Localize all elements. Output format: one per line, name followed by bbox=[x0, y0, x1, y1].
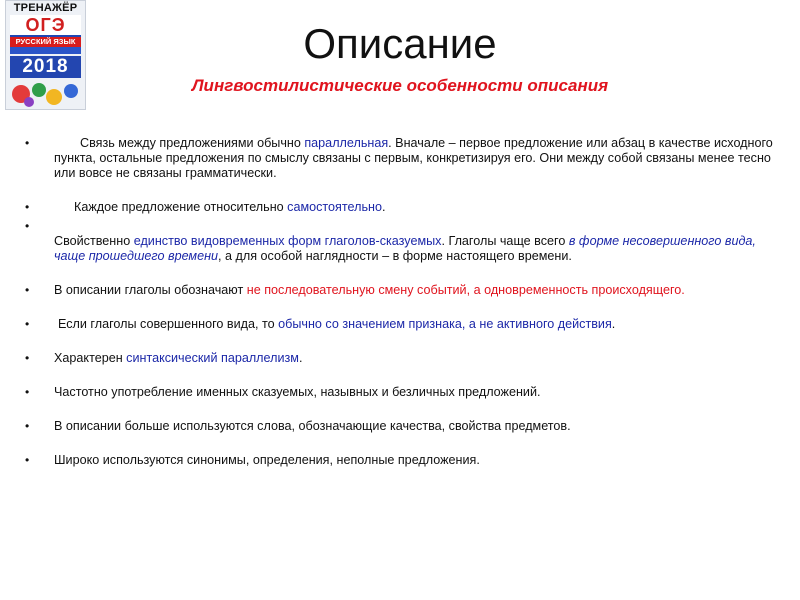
cover-year: 2018 bbox=[10, 56, 81, 78]
bullet-text: Широко используются синонимы, определения, неполные предложения. bbox=[54, 453, 480, 467]
bullet-text: В описании глаголы обозначают не последовательную смену событий, а одновременность происходящего. bbox=[54, 283, 685, 297]
bullet-item bbox=[24, 385, 776, 400]
bullet-text: В описании больше используются слова, обозначающие качества, свойства предметов. bbox=[54, 419, 571, 433]
bullet-dot-icon: • bbox=[25, 136, 30, 150]
bullet-text: Характерен синтаксический параллелизм. bbox=[54, 351, 303, 365]
bullet-item bbox=[24, 453, 776, 468]
bullet-item bbox=[24, 219, 776, 264]
bullet-item bbox=[24, 200, 776, 215]
bullet-dot-icon: • bbox=[25, 317, 30, 331]
bullet-text: Свойственно единство видовременных форм глаголов-сказуемых. Глаголы чаще всего в форме несовершенного вида, чаще прошедшего времени, а для особой наглядности – в форме настоящего времени. bbox=[54, 234, 756, 263]
bullet-text: Каждое предложение относительно самостоятельно. bbox=[74, 200, 386, 214]
bullet-dot-icon: • bbox=[25, 283, 30, 297]
bullet-dot-icon: • bbox=[25, 419, 30, 433]
bullet-text: Связь между предложениями обычно параллельная. Вначале – первое предложение или абзац в качестве исходного пункта, остальные предложения по смыслу связаны с первым, конкретизируя его. Они между собой связаны менее тесно или вовсе не связаны грамматически. bbox=[54, 136, 773, 180]
cover-subject: РУССКИЙ ЯЗЫК bbox=[10, 37, 81, 47]
bullet-item bbox=[24, 419, 776, 434]
bullet-dot-icon: • bbox=[25, 351, 30, 365]
bullet-item bbox=[24, 351, 776, 366]
bullet-dot-icon: • bbox=[25, 385, 30, 399]
bullet-text: Частотно употребление именных сказуемых, назывных и безличных предложений. bbox=[54, 385, 541, 399]
cover-top-label: ТРЕНАЖЁР bbox=[13, 2, 78, 14]
bullet-list bbox=[24, 136, 776, 468]
cover-series: ОГЭ bbox=[10, 15, 81, 37]
slide-subtitle: Лингвостилистические особенности описания bbox=[191, 76, 609, 95]
bullet-dot-icon: • bbox=[25, 453, 30, 467]
bullet-item bbox=[24, 283, 776, 298]
bullet-item bbox=[24, 317, 776, 332]
bullet-text: Если глаголы совершенного вида, то обычно со значением признака, а не активного действия. bbox=[58, 317, 616, 331]
bullet-item bbox=[24, 136, 776, 181]
bullet-dot-icon: • bbox=[25, 200, 30, 214]
slide-title: Описание bbox=[303, 20, 497, 67]
bullet-dot-icon: • bbox=[25, 219, 30, 233]
